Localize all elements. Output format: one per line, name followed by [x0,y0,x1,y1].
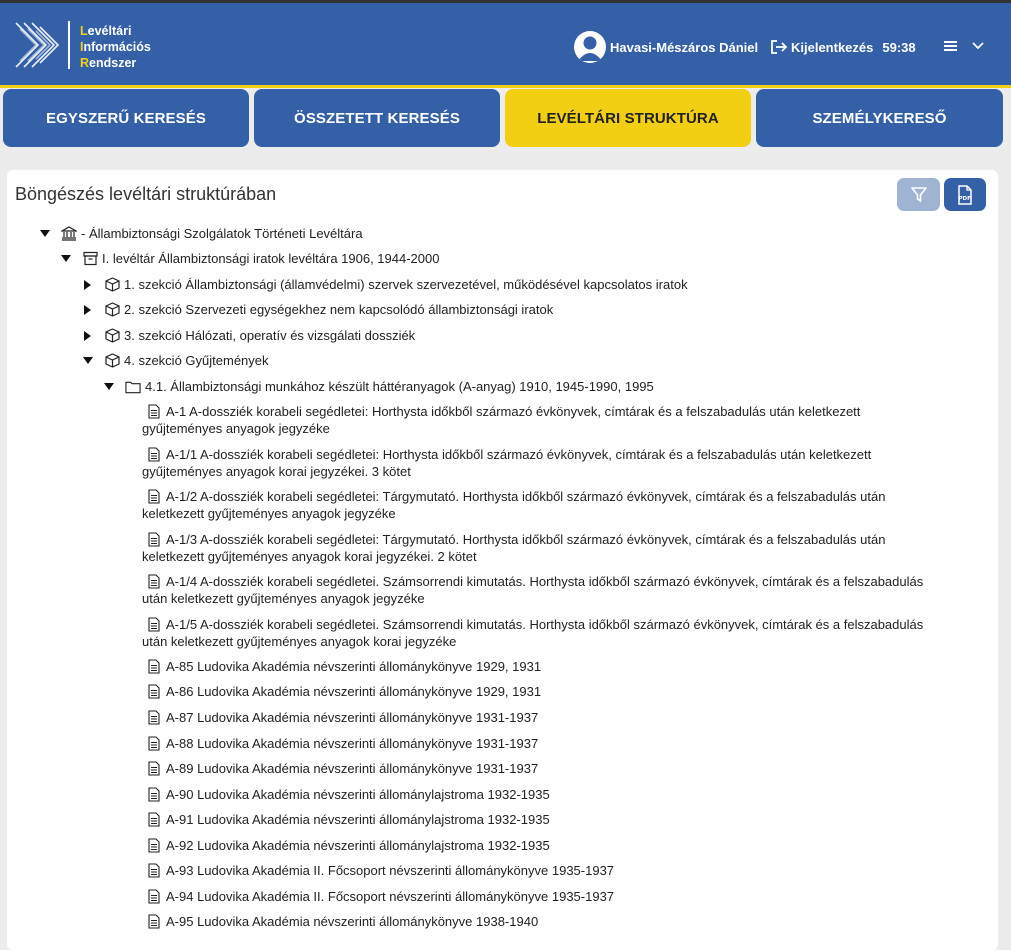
tree-node-section-3[interactable] [82,327,415,344]
tree-node-section-label: 3. szekció Hálózati, operatív és vizsgálati dossziék [124,328,416,343]
tab-szemelykereso[interactable]: SZEMÉLYKERESŐ [756,89,1003,147]
tab-leveltari-struktura[interactable]: LEVÉLTÁRI STRUKTÚRA [505,89,751,147]
document-label: A-86 Ludovika Akadémia névszerinti állománykönyve 1929, 1931 [166,684,542,699]
tree-leaf-document[interactable] [142,658,932,675]
tree-leaf-document[interactable] [142,862,932,879]
logo-separator [68,21,70,69]
document-label: A-1/2 A-dossziék korabeli segédletei: Tárgymutató. Horthysta időkből származó évkönyvek, címtárak és a felszabadulás után keletkezett gyűjteményes anyagok jegyzéke [142,489,886,521]
logo-word-3: endszer [89,56,137,70]
pdf-icon [956,185,974,205]
logo-chevrons-icon[interactable] [12,19,72,71]
document-icon [146,709,162,726]
tree-leaf-document[interactable] [142,709,932,726]
tree-node-leveltar-label: I. levéltár Állambiztonsági iratok levéltára 1906, 1944-2000 [102,251,440,266]
logout-label: Kijelentkezés [791,39,874,55]
logo-text[interactable] [80,23,151,71]
package-icon [104,327,120,344]
tree-node-leveltar[interactable] [60,250,439,267]
document-label: A-89 Ludovika Akadémia névszerinti állománykönyve 1931-1937 [166,761,539,776]
bank-icon [61,225,77,242]
tree-leaf-document[interactable] [142,888,932,905]
package-icon [104,352,120,369]
logout-button[interactable] [770,31,916,63]
tree-node-folder-label: 4.1. Állambiztonsági munkához készült háttéranyagok (A-anyag) 1910, 1945-1990, 1995 [145,379,654,394]
document-icon [146,403,162,420]
tree-leaf-document[interactable] [142,573,932,607]
tree-node-section-2[interactable] [82,301,553,318]
caret-down-icon[interactable] [39,225,51,242]
tree-node-folder-4-1[interactable] [103,378,654,395]
tree-node-section-4[interactable] [82,352,269,369]
tree-node-root[interactable] [39,225,363,242]
document-icon [146,573,162,590]
main-menu-toggle[interactable] [943,39,986,53]
tree-leaf-document[interactable] [142,488,932,522]
document-label: A-91 Ludovika Akadémia névszerinti állománylajstroma 1932-1935 [166,812,550,827]
session-timer: 59:38 [882,39,916,55]
logo-word-2: nformációs [83,40,151,54]
caret-right-icon[interactable] [82,327,94,344]
tree-leaf-document[interactable] [142,683,932,700]
document-label: A-1 A-dossziék korabeli segédletei: Horthysta időkből származó évkönyvek, címtárak és a felszabadulás után keletkezett gyűjteményes anyagok jegyzéke [142,404,861,436]
document-icon [146,531,162,548]
tree-leaf-document[interactable] [142,913,932,930]
tree-node-section-label: 1. szekció Állambiztonsági (államvédelmi) szervek szervezetével, működésével kapcsolatos iratok [124,277,688,292]
caret-down-icon[interactable] [103,378,115,395]
document-label: A-85 Ludovika Akadémia névszerinti állománykönyve 1929, 1931 [166,659,542,674]
tree-leaf-document[interactable] [142,760,932,777]
tree-leaf-document[interactable] [142,786,932,803]
tree-leaf-document[interactable] [142,531,932,565]
document-icon [146,811,162,828]
document-label: A-1/4 A-dossziék korabeli segédletei. Számsorrendi kimutatás. Horthysta időkből származó évkönyvek, címtárak és a felszabadulás után keletkezett gyűjteményes anyagok jegyzéke [142,574,924,606]
document-label: A-93 Ludovika Akadémia II. Főcsoport névszerinti állománykönyve 1935-1937 [166,863,615,878]
tree-node-section-label: 2. szekció Szervezeti egységekhez nem kapcsolódó állambiztonsági iratok [124,302,554,317]
filter-icon [910,186,928,204]
document-icon [146,786,162,803]
tree-leaf-document[interactable] [142,616,932,650]
hamburger-icon [943,39,959,53]
tree-node-section-1[interactable] [82,276,688,293]
caret-down-icon[interactable] [60,250,72,267]
tree-leaf-document[interactable] [142,403,932,437]
user-avatar-icon [574,31,606,63]
structure-panel [7,170,998,950]
app-header [0,3,1011,88]
document-label: A-1/5 A-dossziék korabeli segédletei. Számsorrendi kimutatás. Horthysta időkből származó évkönyvek, címtárak és a felszabadulás után keletkezett gyűjteményes anyagok korai jegyzéke [142,617,924,649]
logo-initial-i: I [80,40,84,54]
package-icon [104,301,120,318]
document-label: A-94 Ludovika Akadémia II. Főcsoport névszerinti állománykönyve 1935-1937 [166,889,615,904]
logo-initial-r: R [80,56,90,70]
caret-right-icon[interactable] [82,276,94,293]
document-label: A-95 Ludovika Akadémia névszerinti állománykönyve 1938-1940 [166,914,539,929]
caret-right-icon[interactable] [82,301,94,318]
logo-initial-l: L [80,24,88,38]
tab-osszetett-kereses[interactable]: ÖSSZETETT KERESÉS [254,89,500,147]
tree-leaf-document[interactable] [142,446,932,480]
document-label: A-88 Ludovika Akadémia névszerinti állománykönyve 1931-1937 [166,736,539,751]
document-icon [146,837,162,854]
document-icon [146,913,162,930]
tab-egyszeru-kereses[interactable]: EGYSZERŰ KERESÉS [3,89,249,147]
document-icon [146,862,162,879]
document-label: A-90 Ludovika Akadémia névszerinti állománylajstroma 1932-1935 [166,787,550,802]
document-icon [146,658,162,675]
archive-box-icon [82,250,98,267]
document-label: A-87 Ludovika Akadémia névszerinti állománykönyve 1931-1937 [166,710,539,725]
chevron-down-icon [970,39,986,53]
document-icon [146,683,162,700]
document-label: A-1/3 A-dossziék korabeli segédletei: Tárgymutató. Horthysta időkből származó évkönyvek, címtárak és a felszabadulás után keletkezett gyűjteményes anyagok korai jegyzékei. 2 kötet [142,532,886,564]
document-icon [146,735,162,752]
caret-down-icon[interactable] [82,352,94,369]
document-label: A-92 Ludovika Akadémia névszerinti állománylajstroma 1932-1935 [166,838,550,853]
tree-leaf-document[interactable] [142,811,932,828]
filter-button[interactable] [897,178,940,211]
panel-title: Böngészés levéltári struktúrában [15,184,277,204]
user-name: Havasi-Mészáros Dániel [610,39,759,55]
tree-node-section-label: 4. szekció Gyűjtemények [124,353,269,368]
document-icon [146,888,162,905]
pdf-text: PDF [958,195,971,202]
tree-leaf-document[interactable] [142,837,932,854]
logout-icon [770,39,788,55]
document-icon [146,760,162,777]
folder-icon [125,378,141,395]
tree-leaf-document[interactable] [142,735,932,752]
logo-word-1: evéltári [87,24,132,38]
package-icon [104,276,120,293]
document-label: A-1/1 A-dossziék korabeli segédletei: Horthysta időkből származó évkönyvek, címtárak és a felszabadulás után keletkezett gyűjteményes anyagok korai jegyzékei. 3 kötet [142,447,872,479]
tree-node-root-label: - Állambiztonsági Szolgálatok Történeti Levéltára [81,226,363,241]
document-icon [146,446,162,463]
document-icon [146,616,162,633]
document-icon [146,488,162,505]
pdf-export-button[interactable] [944,178,986,211]
user-profile[interactable] [574,31,758,63]
